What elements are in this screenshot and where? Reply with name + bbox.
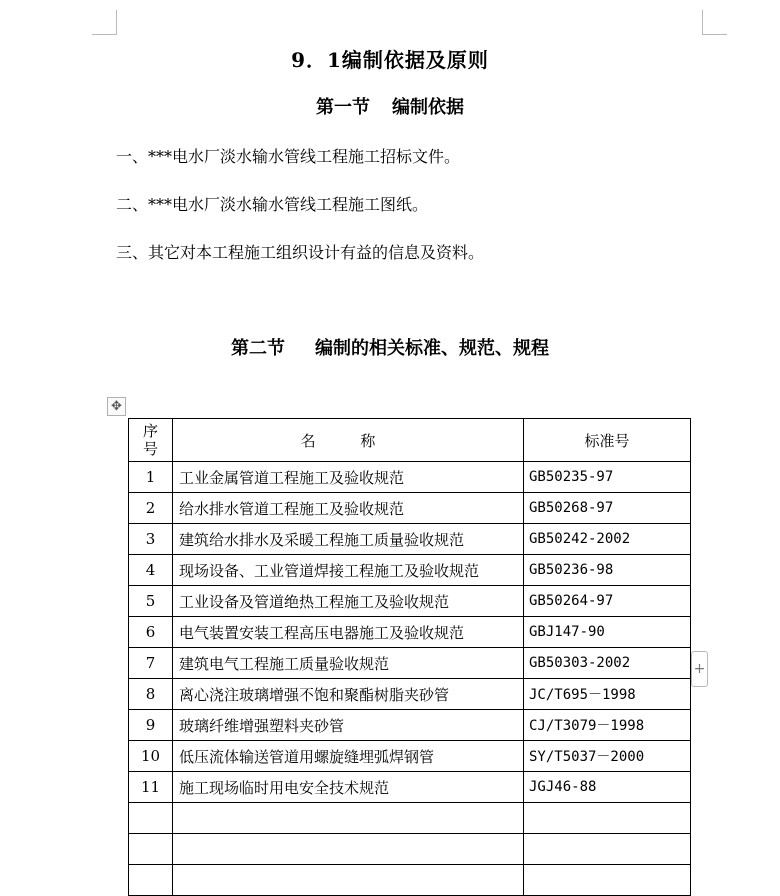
paragraph-2: 二、***电水厂淡水输水管线工程施工图纸。 [116,195,429,214]
cell-name[interactable]: 给水排水管道工程施工及验收规范 [173,493,524,524]
margin-corner-top-right [702,10,727,35]
cell-name[interactable]: 建筑给水排水及采暖工程施工质量验收规范 [173,524,524,555]
cell-no[interactable]: 3 [129,524,173,555]
cell-code[interactable]: GB50235-97 [524,462,691,493]
table-move-handle[interactable] [107,397,126,416]
table-row [129,834,691,865]
cell-no[interactable]: 6 [129,617,173,648]
cell-no[interactable]: 11 [129,772,173,803]
table-row [129,493,691,524]
cell-no[interactable] [129,865,173,896]
header-code: 标准号 [524,419,691,462]
cell-no[interactable]: 10 [129,741,173,772]
table-add-column-button[interactable] [691,651,708,687]
move-arrows-icon: ✥ [111,399,122,414]
cell-code[interactable] [524,834,691,865]
cell-code[interactable]: GB50264-97 [524,586,691,617]
cell-name[interactable]: 电气装置安装工程高压电器施工及验收规范 [173,617,524,648]
plus-icon: + [693,661,706,677]
cell-name[interactable]: 现场设备、工业管道焊接工程施工及验收规范 [173,555,524,586]
cell-code[interactable]: GBJ147-90 [524,617,691,648]
cell-name[interactable] [173,803,524,834]
section2-title: 编制的相关标准、规范、规程 [315,338,549,359]
table-row [129,741,691,772]
cell-no[interactable] [129,803,173,834]
cell-no[interactable]: 9 [129,710,173,741]
table-row [129,462,691,493]
table-row [129,772,691,803]
cell-name[interactable] [173,834,524,865]
cell-no[interactable]: 7 [129,648,173,679]
section1-label: 第一节 [316,97,370,118]
table-row [129,586,691,617]
section2-label: 第二节 [231,338,285,359]
cell-code[interactable]: JC/T695－1998 [524,679,691,710]
table-row [129,865,691,896]
cell-code[interactable] [524,803,691,834]
cell-name[interactable]: 施工现场临时用电安全技术规范 [173,772,524,803]
paragraph-3: 三、其它对本工程施工组织设计有益的信息及资料。 [116,243,485,262]
cell-code[interactable]: GB50242-2002 [524,524,691,555]
cell-name[interactable]: 低压流体输送管道用螺旋缝埋弧焊钢管 [173,741,524,772]
cell-code[interactable]: GB50303-2002 [524,648,691,679]
section1-heading [0,93,780,119]
cell-no[interactable]: 2 [129,493,173,524]
cell-no[interactable]: 5 [129,586,173,617]
table-row [129,648,691,679]
table-row [129,803,691,834]
cell-code[interactable]: GB50268-97 [524,493,691,524]
cell-name[interactable]: 工业设备及管道绝热工程施工及验收规范 [173,586,524,617]
cell-name[interactable] [173,865,524,896]
cell-no[interactable]: 1 [129,462,173,493]
cell-code[interactable]: SY/T5037－2000 [524,741,691,772]
header-name: 名 称 [173,419,524,462]
table-row [129,710,691,741]
cell-name[interactable]: 建筑电气工程施工质量验收规范 [173,648,524,679]
section2-heading [0,334,780,360]
cell-name[interactable]: 离心浇注玻璃增强不饱和聚酯树脂夹砂管 [173,679,524,710]
standards-table [128,418,691,896]
cell-code[interactable] [524,865,691,896]
table-row [129,555,691,586]
cell-code[interactable]: JGJ46-88 [524,772,691,803]
margin-corner-top-left [92,10,117,35]
cell-name[interactable]: 玻璃纤维增强塑料夹砂管 [173,710,524,741]
table-row [129,524,691,555]
table-row [129,679,691,710]
cell-code[interactable]: CJ/T3079－1998 [524,710,691,741]
cell-no[interactable]: 4 [129,555,173,586]
cell-name[interactable]: 工业金属管道工程施工及验收规范 [173,462,524,493]
cell-code[interactable]: GB50236-98 [524,555,691,586]
header-no: 序号 [129,419,173,462]
cell-no[interactable]: 8 [129,679,173,710]
section1-title: 编制依据 [392,97,464,118]
table-row [129,617,691,648]
table-header-row [129,419,691,462]
main-heading: 9．1编制依据及原则 [291,48,489,72]
cell-no[interactable] [129,834,173,865]
paragraph-1: 一、***电水厂淡水输水管线工程施工招标文件。 [116,147,461,166]
